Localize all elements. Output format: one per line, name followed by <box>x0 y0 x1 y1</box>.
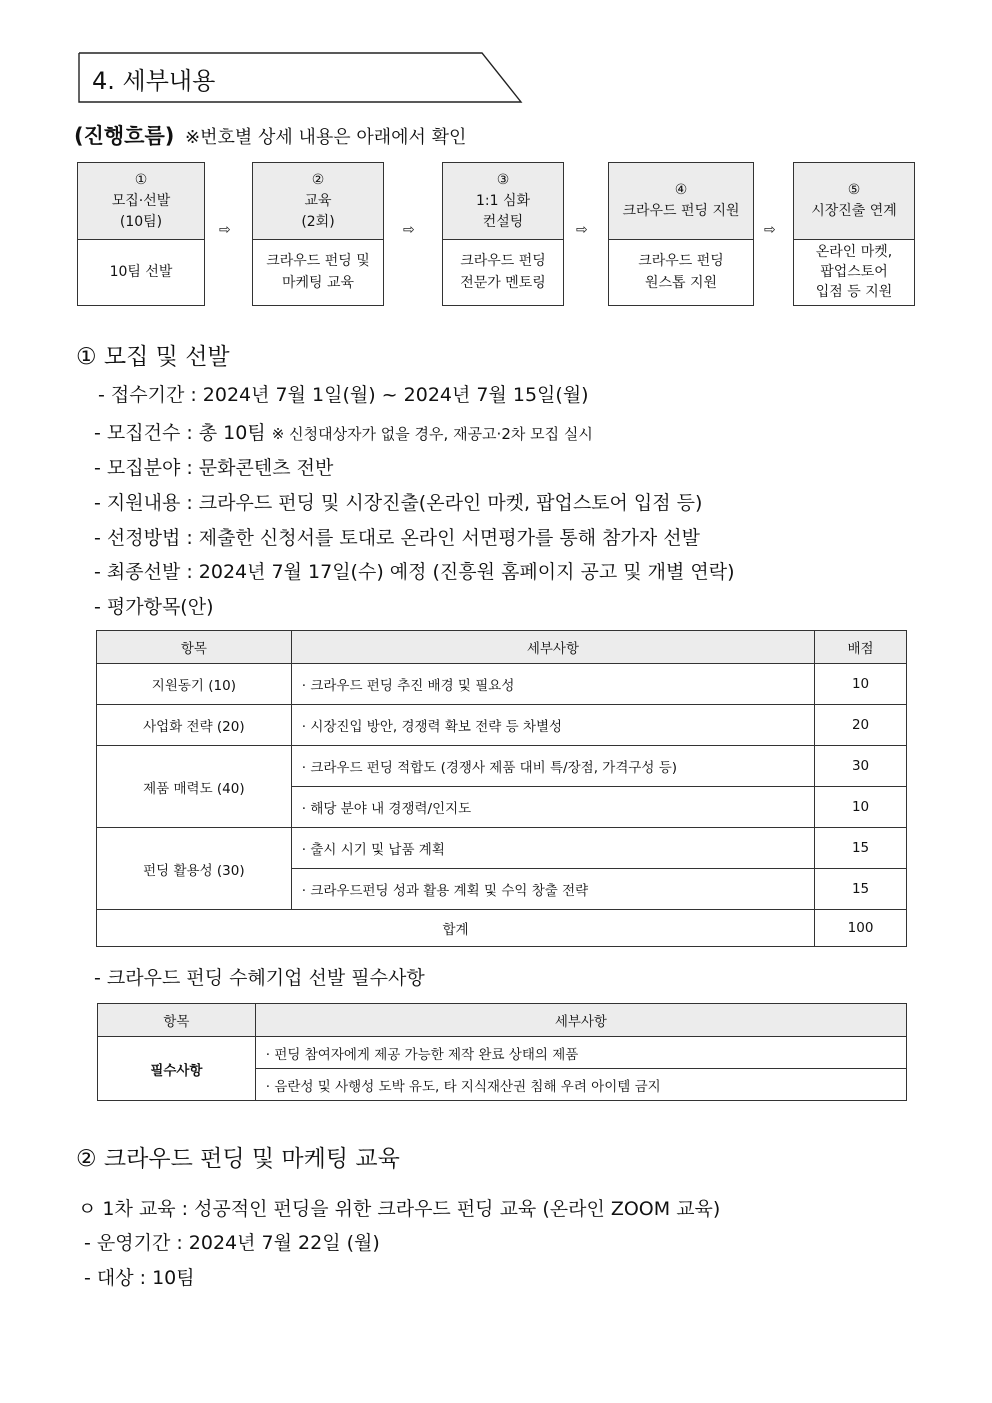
row-item: 제품 매력도 (40) <box>97 746 292 828</box>
info-line-method: - 선정방법 : 제출한 신청서를 토대로 온라인 서면평가를 통해 참가자 선발 <box>94 527 700 549</box>
row-score: 20 <box>815 705 907 746</box>
evaluation-table <box>96 630 907 947</box>
header-detail: 세부사항 <box>291 631 814 664</box>
flow-arrow-icon: ⇨ <box>403 222 415 238</box>
row-score: 10 <box>815 664 907 705</box>
row-detail: · 크라우드 펀딩 적합도 (경쟁사 제품 대비 특/장점, 가격구성 등) <box>291 746 814 787</box>
row-detail: · 크라우드펀딩 성과 활용 계획 및 수익 창출 전략 <box>291 869 814 910</box>
flow-step-3 <box>442 162 564 306</box>
info-line-final: - 최종선발 : 2024년 7월 17일(수) 예정 (진흥원 홈페이지 공고 및 개별 연락) <box>94 561 735 583</box>
flow-step-4 <box>608 162 754 306</box>
step-title: 교육 <box>304 192 332 209</box>
step-body: 입점 등 지원 <box>815 284 893 300</box>
step-title: 1:1 심화 <box>475 192 531 209</box>
row-score: 10 <box>815 787 907 828</box>
step-number: ① <box>134 171 148 188</box>
step-title: 모집·선발 <box>111 192 171 209</box>
total-score: 100 <box>815 910 907 947</box>
table-row <box>97 828 907 869</box>
flow-step-5 <box>793 162 915 306</box>
step-number: ② <box>311 171 325 188</box>
step-subtitle: (10팀) <box>119 213 163 230</box>
info-line-eval: - 평가항목(안) <box>94 596 214 618</box>
flow-step-body <box>794 240 914 304</box>
count-note: ※ 신청대상자가 없을 경우, 재공고·2차 모집 실시 <box>271 425 593 443</box>
count-text: - 모집건수 : 총 10팀 <box>94 422 266 444</box>
flow-step-header <box>794 163 914 240</box>
table-header-row <box>98 1004 907 1037</box>
row-item: 필수사항 <box>98 1037 256 1101</box>
table-row <box>98 1037 907 1069</box>
row-detail: · 음란성 및 사행성 도박 유도, 타 지식재산권 침해 우려 아이템 금지 <box>255 1069 906 1101</box>
flow-step-1 <box>77 162 205 306</box>
section-header <box>78 52 522 102</box>
info-line-period: - 접수기간 : 2024년 7월 1일(월) ~ 2024년 7월 15일(월) <box>98 384 589 406</box>
step-title: 크라우드 펀딩 지원 <box>622 203 740 219</box>
flow-heading-row <box>74 120 466 150</box>
step-number: ⑤ <box>847 182 861 198</box>
flow-arrow-icon: ⇨ <box>576 222 588 238</box>
step-body: 전문가 멘토링 <box>460 275 546 291</box>
education-period: - 운영기간 : 2024년 7월 22일 (월) <box>84 1232 380 1254</box>
step-subtitle: 컨설팅 <box>482 213 524 230</box>
row-item: 펀딩 활용성 (30) <box>97 828 292 910</box>
info-line-count <box>94 418 593 445</box>
table-row <box>97 705 907 746</box>
step-number: ④ <box>674 182 688 198</box>
part2-heading: ② 크라우드 펀딩 및 마케팅 교육 <box>76 1146 400 1172</box>
total-label: 합계 <box>97 910 815 947</box>
flow-step-header <box>443 163 563 240</box>
table-total-row <box>97 910 907 947</box>
row-detail: · 펀딩 참여자에게 제공 가능한 제작 완료 상태의 제품 <box>255 1037 906 1069</box>
header-score: 배점 <box>815 631 907 664</box>
row-detail: · 시장진입 방안, 경쟁력 확보 전략 등 차별성 <box>291 705 814 746</box>
step-body: 팝업스토어 <box>820 264 888 280</box>
flow-step-body <box>609 240 753 304</box>
row-score: 15 <box>815 828 907 869</box>
step-body: 원스톱 지원 <box>644 275 718 291</box>
education-target: - 대상 : 10팀 <box>84 1267 195 1289</box>
flow-arrow-icon: ⇨ <box>219 222 231 238</box>
row-score: 15 <box>815 869 907 910</box>
flow-step-header <box>78 163 204 240</box>
flow-step-body <box>443 240 563 304</box>
requirements-table <box>97 1003 907 1101</box>
step-body: 10팀 선발 <box>109 264 173 280</box>
flow-step-2 <box>252 162 384 306</box>
step-subtitle: (2회) <box>301 213 335 230</box>
row-detail: · 해당 분야 내 경쟁력/인지도 <box>291 787 814 828</box>
step-body: 마케팅 교육 <box>281 275 355 291</box>
part1-heading: ① 모집 및 선발 <box>76 344 230 370</box>
section-title: 4. 세부내용 <box>92 67 216 95</box>
step-title: 시장진출 연계 <box>811 203 897 219</box>
flow-heading: (진행흐름) <box>74 124 175 148</box>
row-item: 사업화 전략 (20) <box>97 705 292 746</box>
requirements-heading: - 크라우드 펀딩 수혜기업 선발 필수사항 <box>94 967 425 989</box>
flow-arrow-icon: ⇨ <box>764 222 776 238</box>
header-detail: 세부사항 <box>255 1004 906 1037</box>
step-body: 크라우드 펀딩 및 <box>266 253 370 269</box>
flow-step-body <box>78 240 204 304</box>
header-item: 항목 <box>98 1004 256 1037</box>
info-line-support: - 지원내용 : 크라우드 펀딩 및 시장진출(온라인 마켓, 팝업스토어 입점 등) <box>94 492 703 514</box>
step-body: 온라인 마켓, <box>815 244 893 260</box>
flow-step-body <box>253 240 383 304</box>
flow-step-header <box>253 163 383 240</box>
table-row <box>97 664 907 705</box>
row-score: 30 <box>815 746 907 787</box>
education-line: ㅇ 1차 교육 : 성공적인 펀딩을 위한 크라우드 펀딩 교육 (온라인 ZOOM 교육) <box>78 1198 721 1220</box>
row-detail: · 출시 시기 및 납품 계획 <box>291 828 814 869</box>
row-item: 지원동기 (10) <box>97 664 292 705</box>
step-number: ③ <box>496 171 510 188</box>
table-row <box>97 746 907 787</box>
step-body: 크라우드 펀딩 <box>638 253 724 269</box>
step-body: 크라우드 펀딩 <box>460 253 546 269</box>
row-detail: · 크라우드 펀딩 추진 배경 및 필요성 <box>291 664 814 705</box>
flow-note: ※번호별 상세 내용은 아래에서 확인 <box>185 127 467 148</box>
header-item: 항목 <box>97 631 292 664</box>
flow-step-header <box>609 163 753 240</box>
info-line-field: - 모집분야 : 문화콘텐츠 전반 <box>94 457 334 479</box>
table-header-row <box>97 631 907 664</box>
